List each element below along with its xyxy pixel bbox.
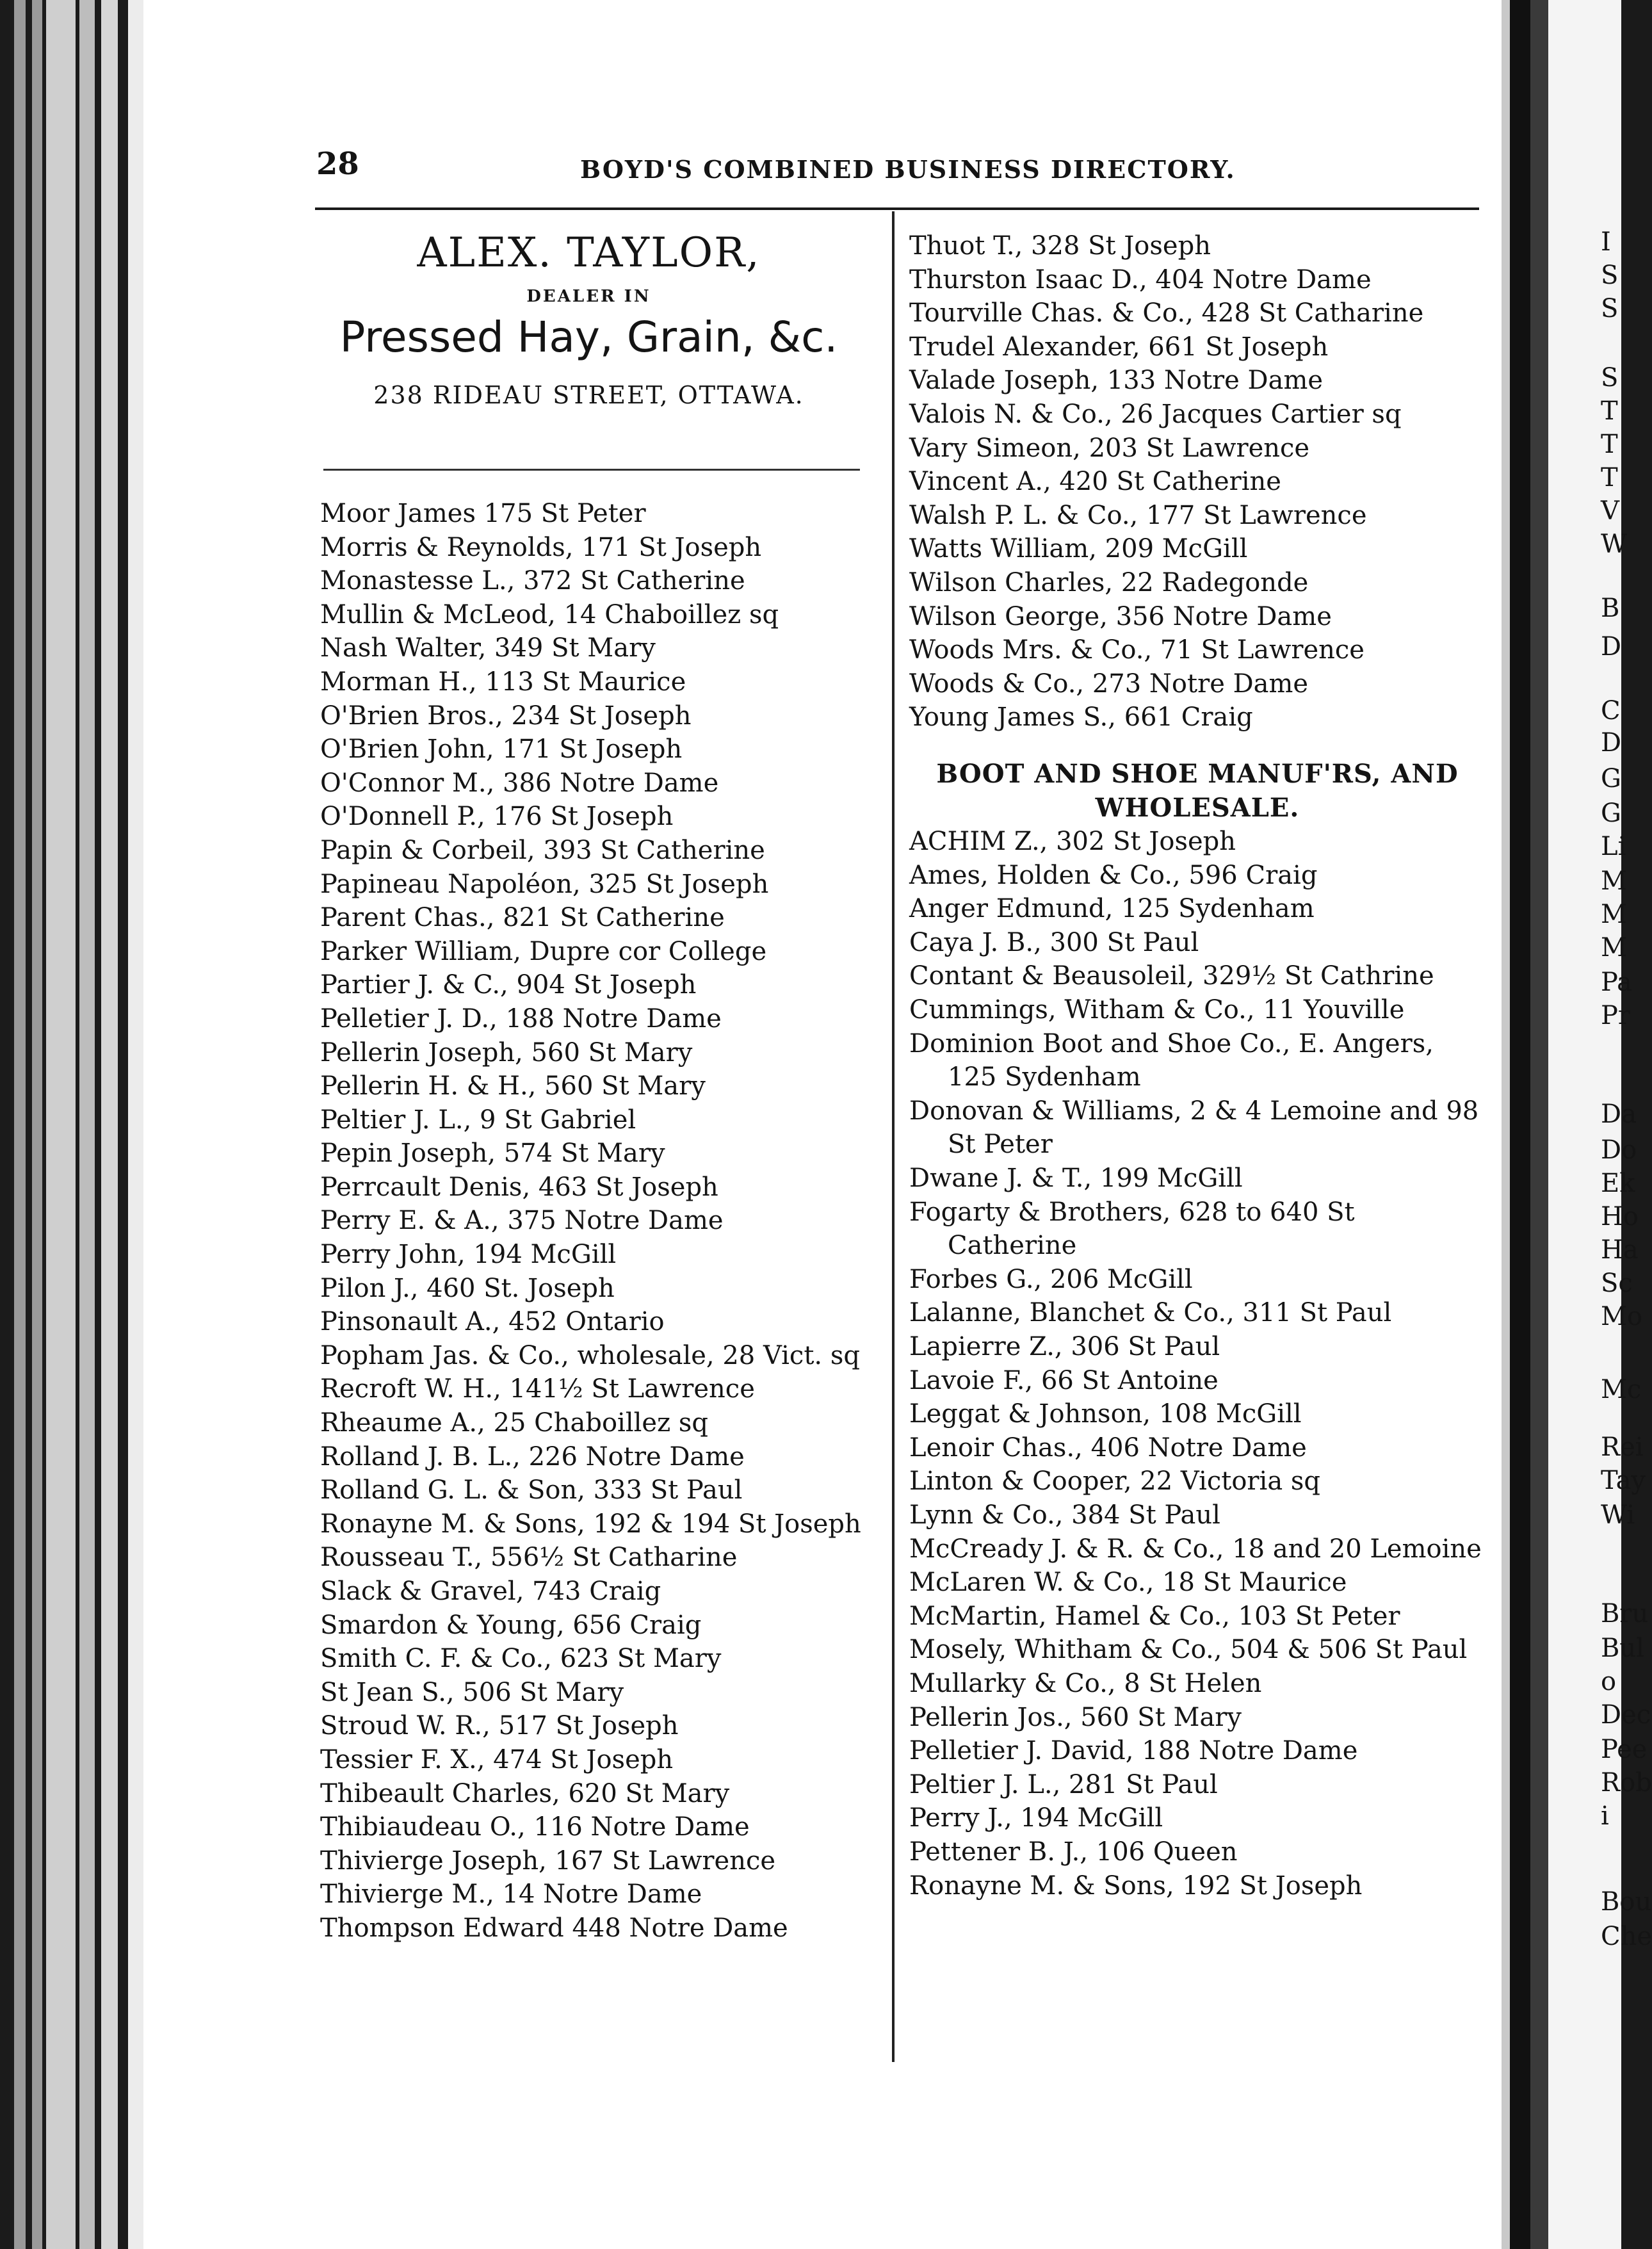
- directory-entry: Lapierre Z., 306 St Paul: [909, 1332, 1220, 1361]
- directory-entry: Thibeault Charles, 620 St Mary: [320, 1778, 730, 1808]
- adjacent-page-fragment: S: [1601, 261, 1619, 290]
- directory-entry: O'Brien John, 171 St Joseph: [320, 735, 683, 765]
- directory-entry: Nash Walter, 349 St Mary: [320, 633, 656, 663]
- adjacent-page-fragment: Bou: [1601, 1887, 1652, 1917]
- directory-entry: Vary Simeon, 203 St Lawrence: [909, 433, 1310, 463]
- adjacent-page-fragment: Ek: [1601, 1169, 1635, 1198]
- adjacent-page-fragment: I: [1601, 227, 1611, 257]
- directory-entry: Contant & Beausoleil, 329½ St Cathrine: [909, 961, 1434, 991]
- directory-entry: Rousseau T., 556½ St Catharine: [320, 1543, 738, 1573]
- directory-entry: Lenoir Chas., 406 Notre Dame: [909, 1433, 1307, 1463]
- binding-edge: [14, 0, 26, 2249]
- adjacent-page-fragment: S: [1601, 294, 1619, 323]
- adjacent-page-fragment: C: [1601, 696, 1621, 726]
- adjacent-page-fragment: M: [1601, 866, 1627, 896]
- directory-entry: Popham Jas. & Co., wholesale, 28 Vict. sq: [320, 1340, 860, 1370]
- adjacent-page-fragment: W: [1601, 530, 1628, 559]
- page-number: 28: [316, 146, 359, 182]
- directory-entry: Mullarky & Co., 8 St Helen: [909, 1668, 1262, 1698]
- adjacent-page-fragment: Rei: [1601, 1433, 1644, 1462]
- adjacent-page-fragment: i: [1601, 1801, 1609, 1831]
- directory-entry: Valois N. & Co., 26 Jacques Cartier sq: [909, 399, 1402, 429]
- adjacent-page-fragment: B: [1601, 594, 1620, 623]
- directory-entry: Pellerin H. & H., 560 St Mary: [320, 1071, 706, 1101]
- directory-entry: Valade Joseph, 133 Notre Dame: [909, 366, 1324, 396]
- directory-entry: Smith C. F. & Co., 623 St Mary: [320, 1644, 722, 1674]
- directory-entry: Ronayne M. & Sons, 192 St Joseph: [909, 1871, 1363, 1901]
- adjacent-page-fragment: Sc: [1601, 1269, 1633, 1298]
- directory-entry: O'Donnell P., 176 St Joseph: [320, 802, 674, 832]
- binding-edge: [128, 0, 143, 2249]
- directory-entry: Smardon & Young, 656 Craig: [320, 1610, 702, 1640]
- adjacent-page-fragment: T: [1601, 430, 1618, 459]
- directory-entry: Ames, Holden & Co., 596 Craig: [909, 860, 1318, 890]
- adjacent-page-fragment: Rob: [1601, 1768, 1652, 1798]
- directory-entry: Perrcault Denis, 463 St Joseph: [320, 1172, 718, 1202]
- book-spine-shadow: [1530, 0, 1548, 2249]
- directory-entry: Forbes G., 206 McGill: [909, 1264, 1193, 1294]
- directory-entry: Papin & Corbeil, 393 St Catherine: [320, 835, 765, 865]
- directory-entry: Dwane J. & T., 199 McGill: [909, 1164, 1243, 1194]
- directory-entry: Perry E. & A., 375 Notre Dame: [320, 1206, 724, 1236]
- directory-entry: Watts William, 209 McGill: [909, 534, 1248, 564]
- directory-entry: Perry John, 194 McGill: [320, 1240, 617, 1270]
- directory-entry: Wilson George, 356 Notre Dame: [909, 601, 1332, 631]
- advertiser-dealer-label: DEALER IN: [526, 287, 651, 306]
- adjacent-page-fragment: S: [1601, 363, 1619, 393]
- adjacent-page-fragment: Dec: [1601, 1700, 1651, 1730]
- directory-entry: Thivierge M., 14 Notre Dame: [320, 1880, 702, 1910]
- column-divider: [892, 211, 895, 2062]
- adjacent-page-fragment: T: [1601, 396, 1618, 426]
- directory-entry: Lalanne, Blanchet & Co., 311 St Paul: [909, 1298, 1392, 1328]
- header-rule: [315, 207, 1479, 210]
- directory-entry: Moor James 175 St Peter: [320, 499, 646, 528]
- directory-entry: O'Brien Bros., 234 St Joseph: [320, 701, 692, 731]
- adjacent-page-fragment: T: [1601, 463, 1618, 492]
- adjacent-page-fragment: Che: [1601, 1922, 1652, 1951]
- adjacent-page-fragment: Pa: [1601, 968, 1632, 997]
- directory-entry: Morman H., 113 St Maurice: [320, 667, 686, 697]
- adjacent-page-fragment: D: [1601, 728, 1622, 758]
- adjacent-page-fragment: Pr: [1601, 1001, 1631, 1030]
- directory-entry: Morris & Reynolds, 171 St Joseph: [320, 532, 762, 562]
- directory-entry: Papineau Napoléon, 325 St Joseph: [320, 869, 769, 899]
- directory-entry: Fogarty & Brothers, 628 to 640 St Catherine: [909, 1197, 1355, 1261]
- directory-entry: Pepin Joseph, 574 St Mary: [320, 1139, 665, 1169]
- directory-entry: ACHIM Z., 302 St Joseph: [909, 827, 1236, 857]
- advertisement: [315, 229, 862, 409]
- directory-entry: Woods Mrs. & Co., 71 St Lawrence: [909, 635, 1365, 665]
- right-column-listing: [909, 229, 1486, 1903]
- directory-entry: Pelletier J. David, 188 Notre Dame: [909, 1736, 1358, 1766]
- directory-entry: Rolland J. B. L., 226 Notre Dame: [320, 1441, 745, 1472]
- adjacent-page-fragment: Bru: [1601, 1599, 1649, 1628]
- directory-entry: Partier J. & C., 904 St Joseph: [320, 970, 697, 1000]
- directory-entry: Monastesse L., 372 St Catherine: [320, 566, 745, 596]
- directory-entry: St Jean S., 506 St Mary: [320, 1677, 624, 1707]
- directory-entry: Tourville Chas. & Co., 428 St Catharine: [909, 298, 1424, 329]
- directory-entry: Thivierge Joseph, 167 St Lawrence: [320, 1846, 776, 1876]
- directory-entry: Tessier F. X., 474 St Joseph: [320, 1744, 674, 1774]
- directory-entry: Pettener B. J., 106 Queen: [909, 1837, 1238, 1867]
- directory-entry: Thompson Edward 448 Notre Dame: [320, 1913, 788, 1943]
- directory-entry: Pelletier J. D., 188 Notre Dame: [320, 1003, 722, 1034]
- directory-entry: McCready J. & R. & Co., 18 and 20 Lemoine: [909, 1534, 1482, 1564]
- binding-edge: [101, 0, 118, 2249]
- directory-entry: O'Connor M., 386 Notre Dame: [320, 768, 719, 798]
- binding-edge: [79, 0, 95, 2249]
- binding-edge: [26, 0, 32, 2249]
- advertiser-goods: Pressed Hay, Grain, &c.: [339, 313, 838, 362]
- directory-entry: Cummings, Witham & Co., 11 Youville: [909, 995, 1405, 1025]
- adjacent-page-fragment: Li: [1601, 832, 1626, 861]
- adjacent-page-fragment: M: [1601, 933, 1627, 962]
- directory-entry: McMartin, Hamel & Co., 103 St Peter: [909, 1601, 1400, 1631]
- adjacent-page-fragment: D: [1601, 632, 1622, 662]
- directory-entry: Rolland G. L. & Son, 333 St Paul: [320, 1475, 743, 1506]
- binding-edge: [0, 0, 14, 2249]
- directory-entry: Linton & Cooper, 22 Victoria sq: [909, 1466, 1321, 1497]
- directory-entry: Young James S., 661 Craig: [909, 702, 1253, 733]
- directory-entry: Stroud W. R., 517 St Joseph: [320, 1711, 679, 1741]
- directory-entry: Slack & Gravel, 743 Craig: [320, 1577, 661, 1606]
- directory-entry: Peltier J. L., 281 St Paul: [909, 1769, 1218, 1799]
- adjacent-page-fragment: V: [1601, 496, 1619, 526]
- directory-entry: Vincent A., 420 St Catherine: [909, 467, 1281, 497]
- adjacent-page-fragment: Mc: [1601, 1375, 1642, 1404]
- adjacent-page-fragment: Tay: [1601, 1466, 1646, 1495]
- directory-entry: Parent Chas., 821 St Catherine: [320, 903, 725, 933]
- adjacent-page-fragment: Do: [1601, 1135, 1637, 1165]
- section-heading: BOOT AND SHOE MANUF'RS, AND WHOLESALE.: [936, 758, 1459, 823]
- directory-entry: Rheaume A., 25 Chaboillez sq: [320, 1408, 708, 1438]
- adjacent-page-fragment: M: [1601, 900, 1627, 929]
- directory-entry: Pellerin Joseph, 560 St Mary: [320, 1037, 693, 1068]
- adjacent-page-text: [1597, 0, 1652, 2249]
- adjacent-page-fragment: Ho: [1601, 1202, 1639, 1231]
- binding-edge: [95, 0, 101, 2249]
- adjacent-page-fragment: Ha: [1601, 1235, 1639, 1265]
- adjacent-page-fragment: G: [1601, 764, 1621, 793]
- directory-entry: Woods & Co., 273 Notre Dame: [909, 669, 1309, 699]
- directory-entry: Lynn & Co., 384 St Paul: [909, 1500, 1220, 1530]
- directory-entry: Walsh P. L. & Co., 177 St Lawrence: [909, 500, 1367, 530]
- directory-entry: Pinsonault A., 452 Ontario: [320, 1307, 665, 1337]
- directory-entry: Caya J. B., 300 St Paul: [909, 927, 1199, 957]
- adjacent-page-fragment: Mo: [1601, 1302, 1643, 1331]
- directory-entry: Pellerin Jos., 560 St Mary: [909, 1702, 1242, 1732]
- advertiser-address: 238 RIDEAU STREET, OTTAWA.: [373, 381, 804, 409]
- directory-entry: Mosely, Whitham & Co., 504 & 506 St Paul: [909, 1635, 1468, 1665]
- left-column-listing: [320, 497, 884, 1945]
- directory-entry: Donovan & Williams, 2 & 4 Lemoine and 98 St Peter: [909, 1096, 1479, 1160]
- adjacent-page-fragment: Wi: [1601, 1500, 1635, 1530]
- binding-edge: [118, 0, 128, 2249]
- running-title: BOYD'S COMBINED BUSINESS DIRECTORY.: [580, 155, 1236, 184]
- directory-entry: Ronayne M. & Sons, 192 & 194 St Joseph: [320, 1509, 861, 1539]
- adjacent-page-fragment: Pee: [1601, 1735, 1648, 1764]
- directory-entry: Leggat & Johnson, 108 McGill: [909, 1399, 1302, 1429]
- advertisement-rule: [323, 469, 860, 471]
- directory-entry: Dominion Boot and Shoe Co., E. Angers, 125 Sydenham: [909, 1028, 1434, 1092]
- directory-entry: Thibiaudeau O., 116 Notre Dame: [320, 1812, 750, 1842]
- directory-entry: Wilson Charles, 22 Radegonde: [909, 567, 1309, 597]
- directory-entry: Recroft W. H., 141½ St Lawrence: [320, 1374, 755, 1404]
- directory-entry: McLaren W. & Co., 18 St Maurice: [909, 1568, 1347, 1598]
- directory-entry: Mullin & McLeod, 14 Chaboillez sq: [320, 599, 779, 629]
- directory-entry: Parker William, Dupre cor College: [320, 936, 767, 966]
- advertiser-name: ALEX. TAYLOR,: [417, 229, 761, 277]
- directory-entry: Peltier J. L., 9 St Gabriel: [320, 1105, 636, 1135]
- adjacent-page-fragment: Da: [1601, 1100, 1637, 1129]
- adjacent-page-fragment: G: [1601, 799, 1621, 828]
- directory-entry: Thurston Isaac D., 404 Notre Dame: [909, 264, 1372, 295]
- adjacent-page-fragment: Bul: [1601, 1634, 1644, 1663]
- binding-edge: [46, 0, 76, 2249]
- directory-entry: Trudel Alexander, 661 St Joseph: [909, 332, 1329, 362]
- directory-entry: Lavoie F., 66 St Antoine: [909, 1365, 1219, 1395]
- adjacent-page-fragment: o: [1601, 1667, 1617, 1696]
- directory-entry: Thuot T., 328 St Joseph: [909, 231, 1211, 261]
- directory-entry: Anger Edmund, 125 Sydenham: [909, 894, 1315, 924]
- directory-entry: Perry J., 194 McGill: [909, 1803, 1163, 1833]
- binding-edge: [32, 0, 42, 2249]
- directory-entry: Pilon J., 460 St. Joseph: [320, 1273, 615, 1303]
